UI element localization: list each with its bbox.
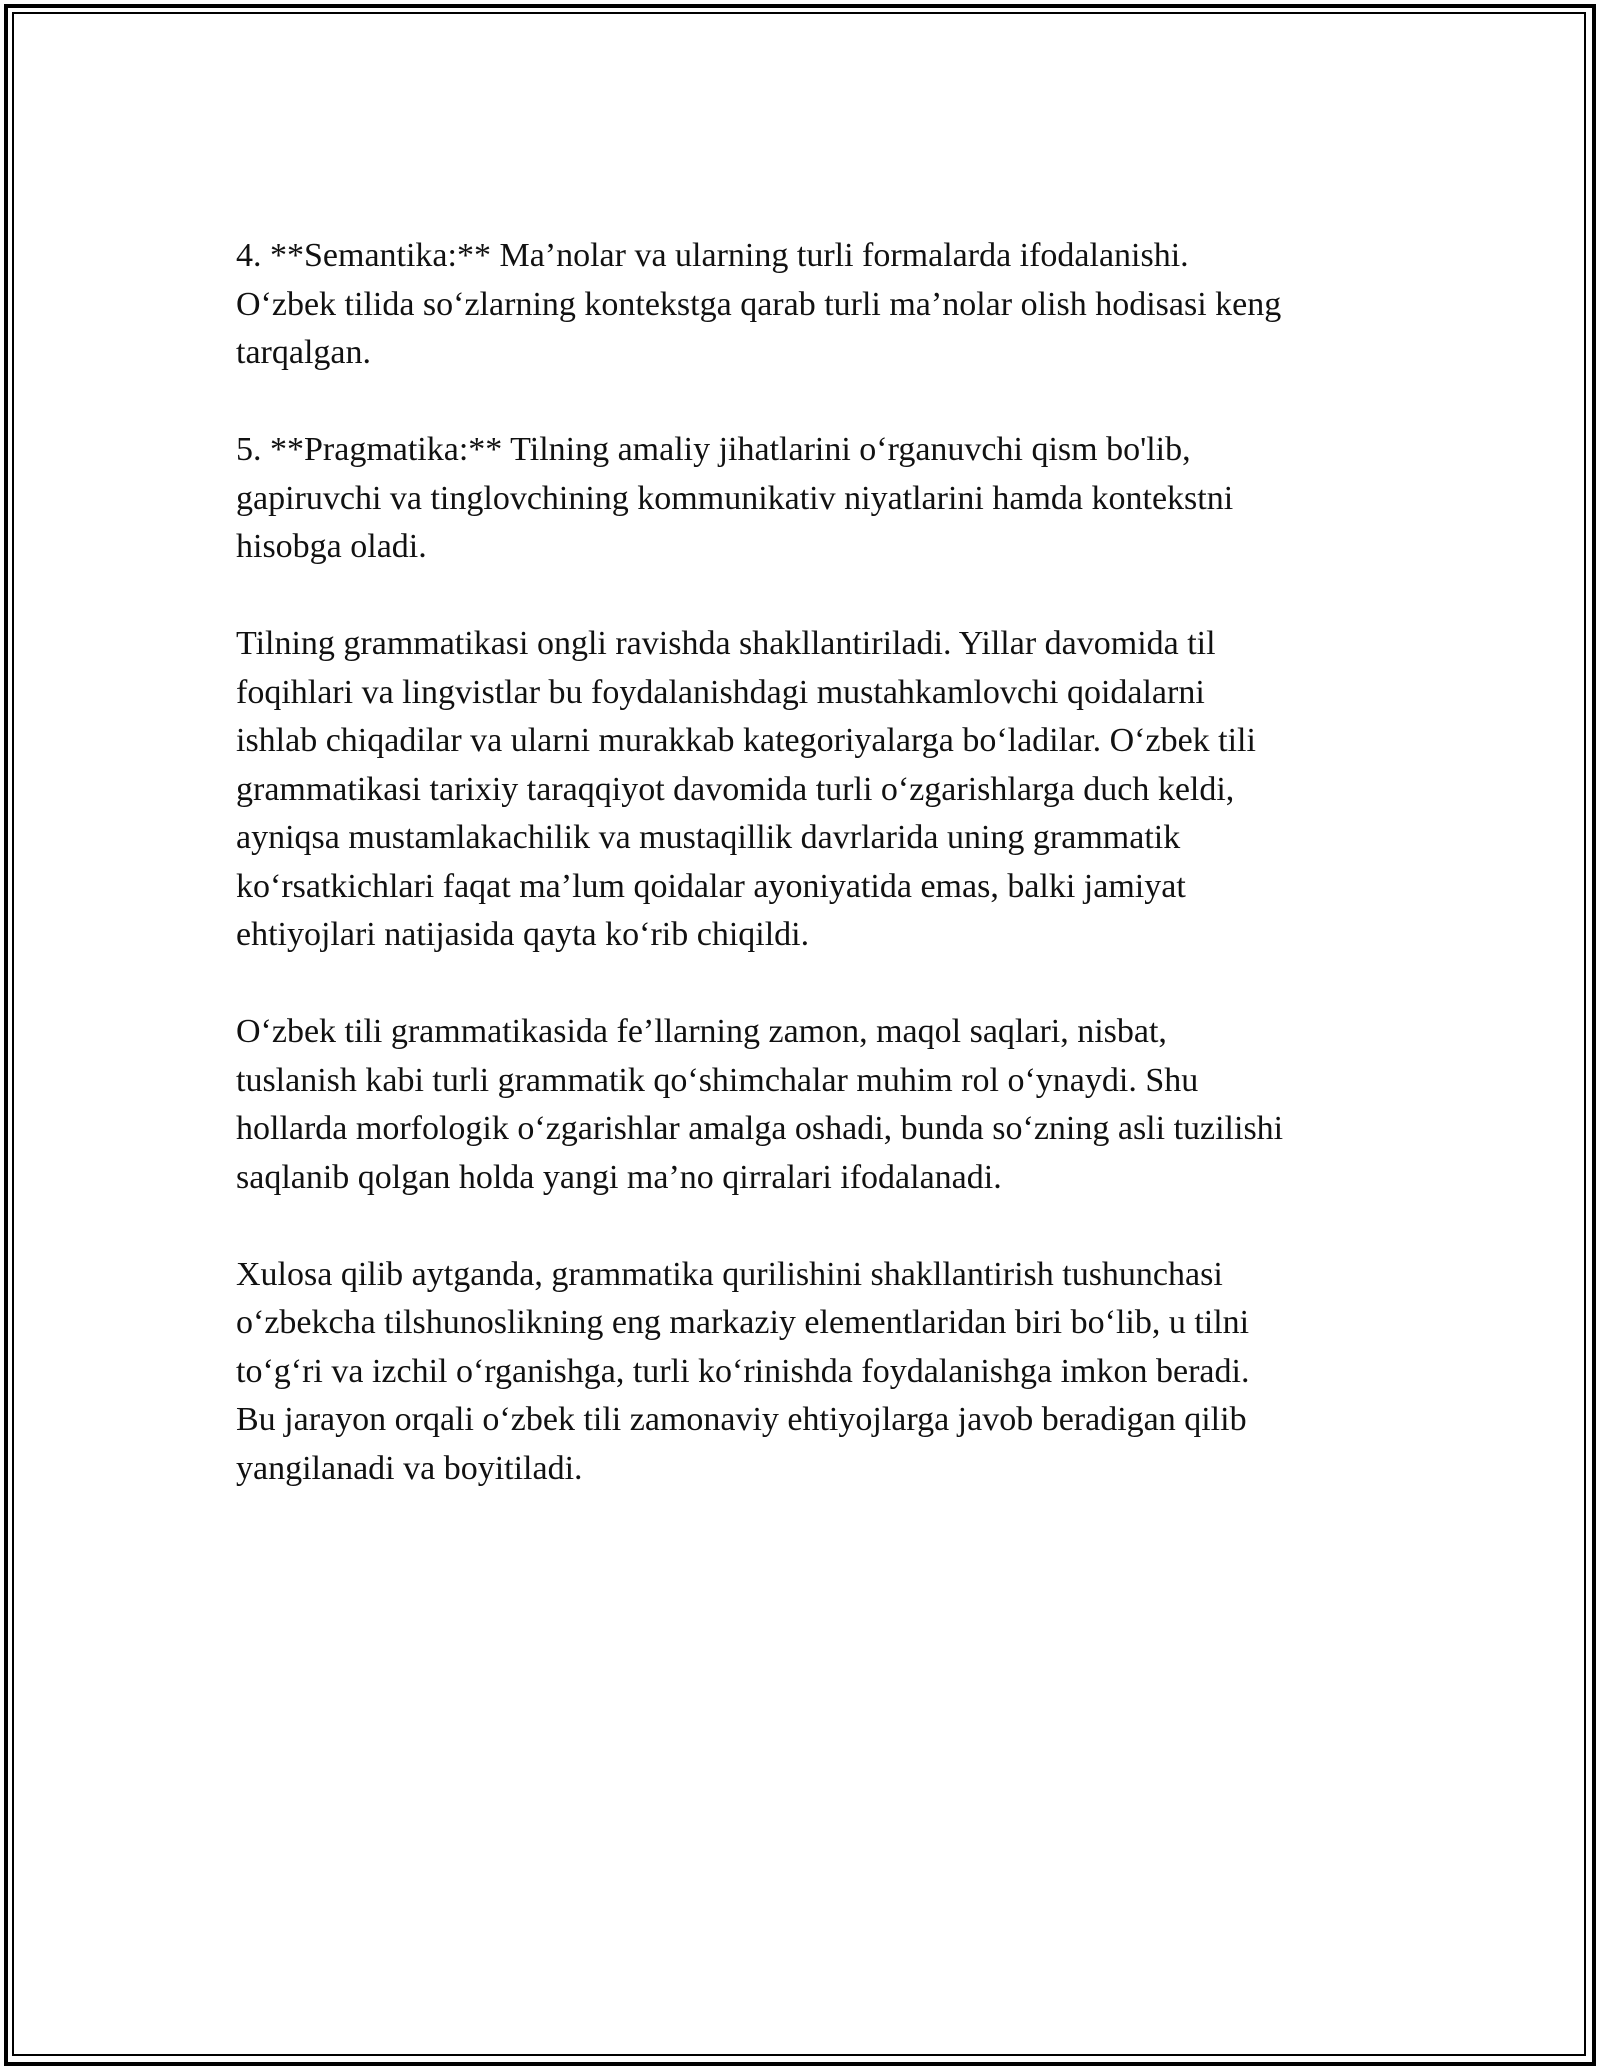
paragraph-pragmatika: [236, 426, 1396, 572]
text-line: foqihlari va lingvistlar bu foydalanishdagi mustahkamlovchi qoidalarni: [236, 673, 1205, 711]
text-line: Xulosa qilib aytganda, grammatika qurilishini shakllantirish tushunchasi: [236, 1255, 1223, 1293]
paragraph-semantika: [236, 232, 1396, 378]
paragraph-grammatika: [236, 620, 1396, 960]
text-line: grammatikasi tarixiy taraqqiyot davomida turli o‘zgarishlarga duch keldi,: [236, 770, 1235, 808]
text-line: 5. **Pragmatika:** Tilning amaliy jihatlarini o‘rganuvchi qism bo'lib,: [236, 431, 1191, 468]
text-line: tarqalgan.: [236, 334, 371, 371]
text-line: ko‘rsatkichlari faqat ma’lum qoidalar ayoniyatida emas, balki jamiyat: [236, 867, 1186, 905]
text-line: Tilning grammatikasi ongli ravishda shakllantiriladi. Yillar davomida til: [236, 625, 1216, 662]
text-line: hisobga oladi.: [236, 528, 427, 565]
text-line: hollarda morfologik o‘zgarishlar amalga oshadi, bunda so‘zning asli tuzilishi: [236, 1110, 1284, 1147]
text-line: ishlab chiqadilar va ularni murakkab kategoriyalarga bo‘ladilar. O‘zbek tili: [236, 722, 1256, 759]
paragraph-fellar: [236, 1008, 1396, 1202]
text-line: to‘g‘ri va izchil o‘rganishga, turli ko‘rinishda foydalanishga imkon beradi.: [236, 1352, 1250, 1390]
text-line: ehtiyojlari natijasida qayta ko‘rib chiqildi.: [236, 916, 810, 953]
document-body: [236, 232, 1396, 1542]
text-line: yangilanadi va boyitiladi.: [236, 1449, 583, 1487]
text-line: tuslanish kabi turli grammatik qo‘shimchalar muhim rol o‘ynaydi. Shu: [236, 1061, 1199, 1099]
text-line: saqlanib qolgan holda yangi ma’no qirralari ifodalanadi.: [236, 1158, 1002, 1196]
text-line: 4. **Semantika:** Ma’nolar va ularning turli formalarda ifodalanishi.: [236, 237, 1189, 274]
paragraph-xulosa: [236, 1251, 1396, 1494]
text-line: o‘zbekcha tilshunoslikning eng markaziy elementlaridan biri bo‘lib, u tilni: [236, 1304, 1250, 1341]
text-line: gapiruvchi va tinglovchining kommunikativ niyatlarini hamda kontekstni: [236, 479, 1234, 517]
text-line: O‘zbek tili grammatikasida fe’llarning zamon, maqol saqlari, nisbat,: [236, 1013, 1167, 1050]
text-line: O‘zbek tilida so‘zlarning kontekstga qarab turli ma’nolar olish hodisasi keng: [236, 285, 1282, 323]
text-line: Bu jarayon orqali o‘zbek tili zamonaviy ehtiyojlarga javob beradigan qilib: [236, 1401, 1247, 1438]
text-line: ayniqsa mustamlakachilik va mustaqillik davrlarida uning grammatik: [236, 819, 1181, 856]
